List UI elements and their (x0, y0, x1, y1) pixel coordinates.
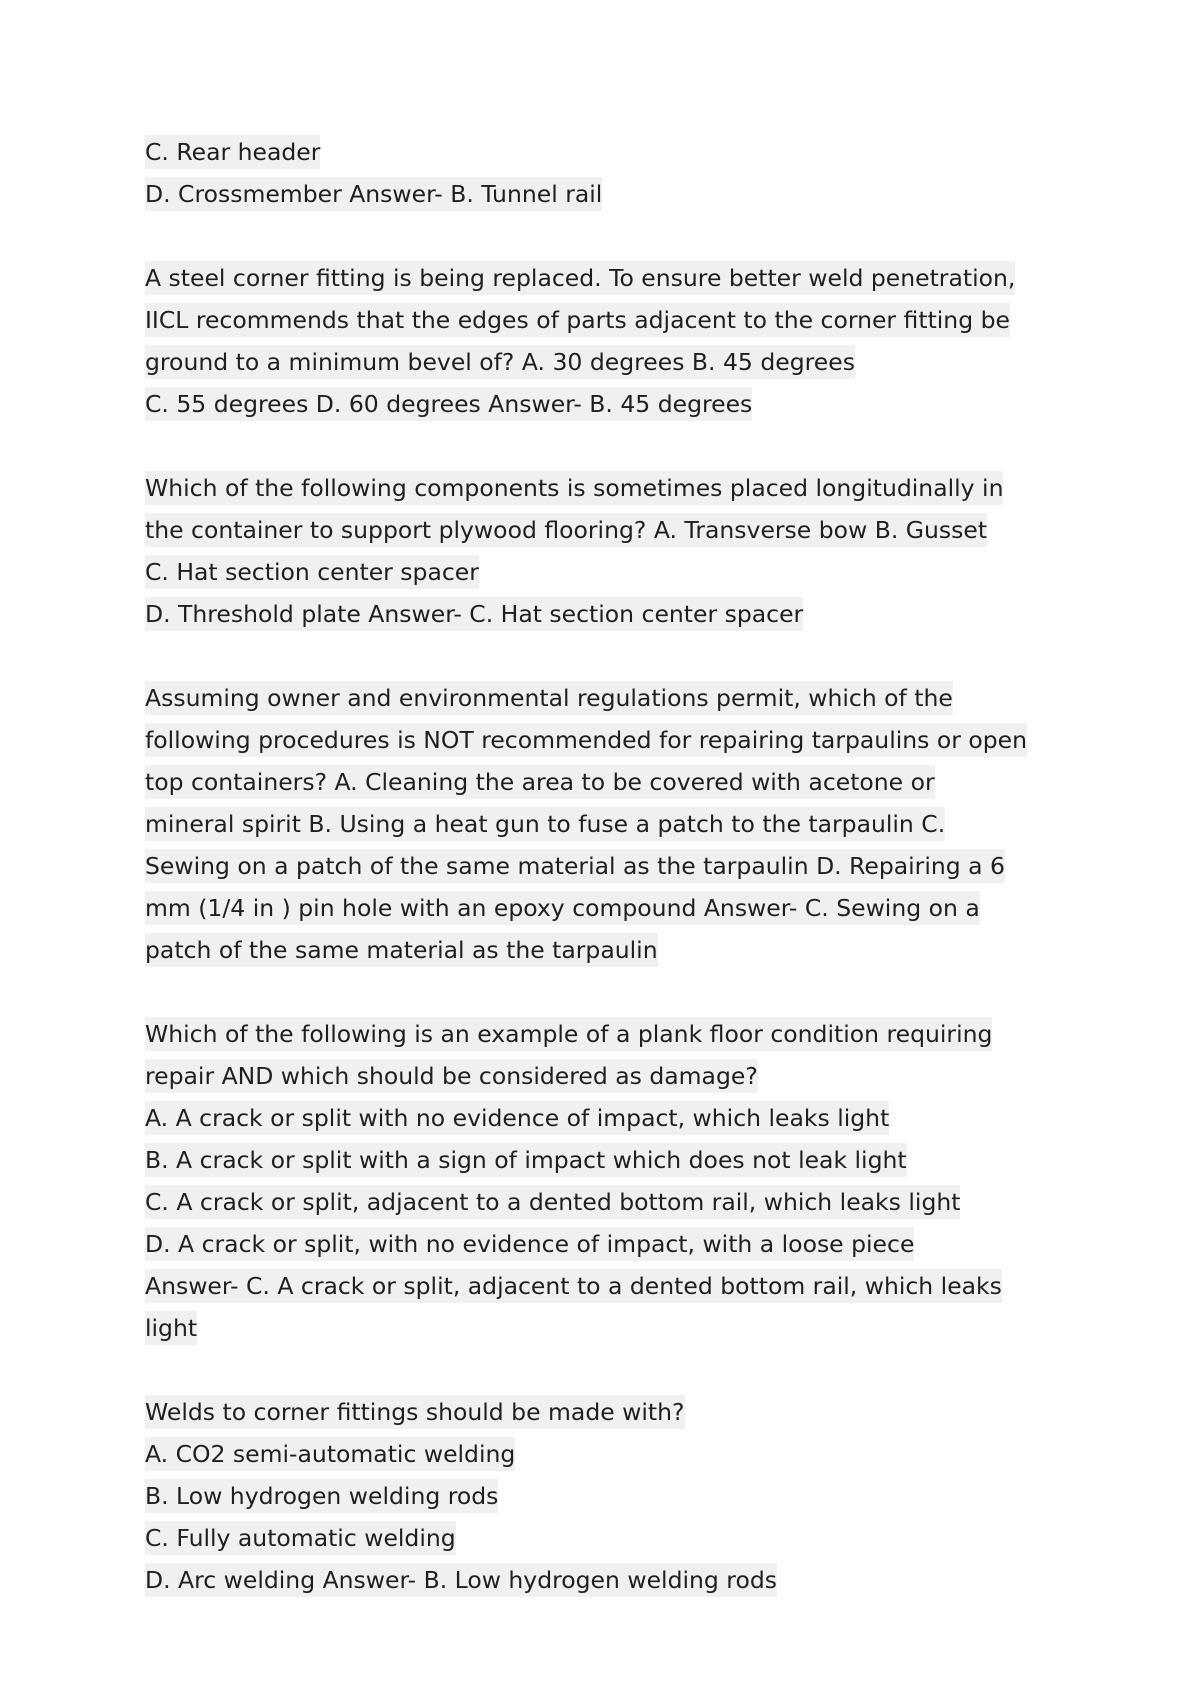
text-line: B. Low hydrogen welding rods (145, 1475, 1075, 1517)
text-line: light (145, 1307, 1075, 1349)
text-line: C. Fully automatic welding (145, 1517, 1075, 1559)
text-block (145, 1013, 1075, 1349)
text-line: mm (1/4 in ) pin hole with an epoxy compound Answer- C. Sewing on a (145, 887, 1075, 929)
text-line: the container to support plywood flooring? A. Transverse bow B. Gusset (145, 509, 1075, 551)
text-line: D. Threshold plate Answer- C. Hat section center spacer (145, 593, 1075, 635)
text-line: top containers? A. Cleaning the area to be covered with acetone or (145, 761, 1075, 803)
text-line: D. Arc welding Answer- B. Low hydrogen welding rods (145, 1559, 1075, 1601)
text-line: mineral spirit B. Using a heat gun to fuse a patch to the tarpaulin C. (145, 803, 1075, 845)
text-line: Sewing on a patch of the same material as the tarpaulin D. Repairing a 6 (145, 845, 1075, 887)
text-line: C. A crack or split, adjacent to a dented bottom rail, which leaks light (145, 1181, 1075, 1223)
text-line: A steel corner fitting is being replaced. To ensure better weld penetration, (145, 257, 1075, 299)
paragraph-gap (145, 635, 1075, 677)
text-line: ground to a minimum bevel of? A. 30 degrees B. 45 degrees (145, 341, 1075, 383)
text-line: B. A crack or split with a sign of impact which does not leak light (145, 1139, 1075, 1181)
text-line: D. Crossmember Answer- B. Tunnel rail (145, 173, 1075, 215)
paragraph-gap (145, 215, 1075, 257)
text-block (145, 677, 1075, 971)
text-line: Which of the following is an example of a plank floor condition requiring (145, 1013, 1075, 1055)
paragraph-gap (145, 971, 1075, 1013)
text-line: A. CO2 semi-automatic welding (145, 1433, 1075, 1475)
document-page (145, 131, 1075, 1601)
text-line: A. A crack or split with no evidence of impact, which leaks light (145, 1097, 1075, 1139)
text-line: repair AND which should be considered as damage? (145, 1055, 1075, 1097)
text-block (145, 131, 1075, 215)
text-line: Answer- C. A crack or split, adjacent to a dented bottom rail, which leaks (145, 1265, 1075, 1307)
text-line: patch of the same material as the tarpaulin (145, 929, 1075, 971)
text-line: Which of the following components is sometimes placed longitudinally in (145, 467, 1075, 509)
text-line: D. A crack or split, with no evidence of impact, with a loose piece (145, 1223, 1075, 1265)
text-line: Assuming owner and environmental regulations permit, which of the (145, 677, 1075, 719)
text-line: C. Rear header (145, 131, 1075, 173)
text-block (145, 1391, 1075, 1601)
text-line: IICL recommends that the edges of parts adjacent to the corner fitting be (145, 299, 1075, 341)
text-line: following procedures is NOT recommended for repairing tarpaulins or open (145, 719, 1075, 761)
text-line: Welds to corner fittings should be made with? (145, 1391, 1075, 1433)
text-line: C. Hat section center spacer (145, 551, 1075, 593)
text-block (145, 467, 1075, 635)
text-line: C. 55 degrees D. 60 degrees Answer- B. 45 degrees (145, 383, 1075, 425)
text-block (145, 257, 1075, 425)
paragraph-gap (145, 1349, 1075, 1391)
paragraph-gap (145, 425, 1075, 467)
